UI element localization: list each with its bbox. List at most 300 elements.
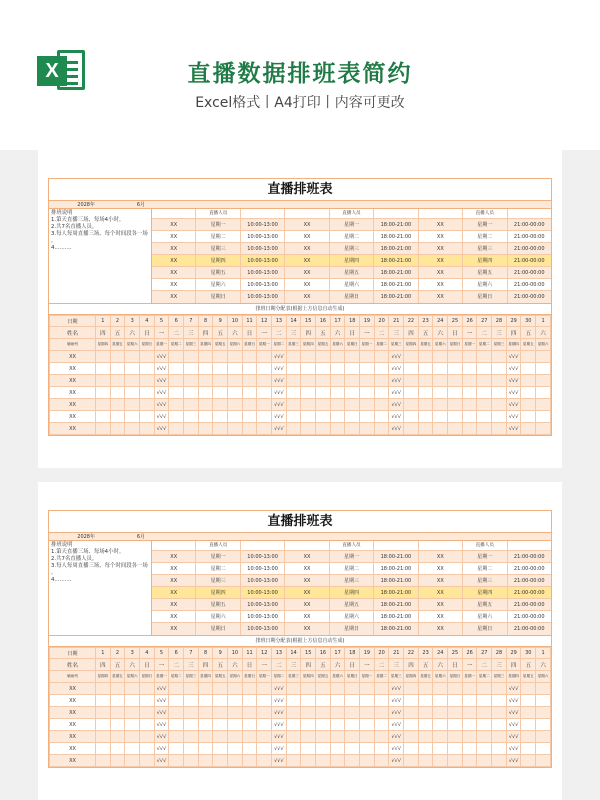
schedule-grid-cell[interactable] (125, 387, 140, 399)
schedule-grid-cell[interactable] (169, 387, 184, 399)
schedule-grid-cell[interactable] (257, 399, 272, 411)
schedule-grid-cell[interactable] (228, 719, 243, 731)
schedule-cell[interactable]: 10:00-13:00 (241, 611, 285, 622)
schedule-grid-cell[interactable]: √√√ (506, 683, 521, 695)
schedule-cell[interactable]: 星期五 (463, 599, 507, 610)
schedule-grid-cell[interactable] (286, 375, 301, 387)
schedule-grid-cell[interactable] (462, 387, 477, 399)
schedule-grid-cell[interactable] (184, 683, 199, 695)
schedule-grid-cell[interactable] (110, 719, 125, 731)
schedule-grid-cell[interactable]: √√√ (272, 375, 287, 387)
schedule-cell[interactable]: 18:00-21:00 (374, 563, 418, 574)
schedule-cell[interactable]: XX (419, 599, 463, 610)
schedule-cell[interactable]: 18:00-21:00 (374, 599, 418, 610)
schedule-grid-cell[interactable] (360, 423, 375, 435)
schedule-grid-cell[interactable] (448, 707, 463, 719)
schedule-grid-cell[interactable] (184, 375, 199, 387)
schedule-grid-cell[interactable] (404, 707, 419, 719)
schedule-cell[interactable]: XX (419, 587, 463, 598)
schedule-grid-cell[interactable] (96, 743, 111, 755)
schedule-cell[interactable]: 星期二 (330, 563, 374, 574)
schedule-grid-cell[interactable]: √√√ (389, 743, 404, 755)
employee-name[interactable]: XX (50, 707, 96, 719)
schedule-cell[interactable]: 10:00-13:00 (241, 551, 285, 562)
schedule-grid-cell[interactable] (125, 363, 140, 375)
schedule-grid-cell[interactable] (198, 399, 213, 411)
schedule-grid-cell[interactable]: √√√ (506, 411, 521, 423)
schedule-grid-cell[interactable] (316, 363, 331, 375)
schedule-grid-cell[interactable] (462, 423, 477, 435)
schedule-grid-cell[interactable] (301, 387, 316, 399)
schedule-grid-cell[interactable]: √√√ (154, 411, 169, 423)
schedule-grid-cell[interactable]: √√√ (506, 719, 521, 731)
schedule-grid-cell[interactable] (536, 755, 551, 767)
schedule-grid-cell[interactable] (418, 707, 433, 719)
schedule-grid-cell[interactable] (536, 399, 551, 411)
schedule-grid-cell[interactable] (433, 351, 448, 363)
schedule-grid-cell[interactable] (404, 399, 419, 411)
schedule-grid-cell[interactable] (404, 363, 419, 375)
schedule-grid-cell[interactable] (418, 683, 433, 695)
schedule-grid-cell[interactable] (345, 399, 360, 411)
schedule-grid-cell[interactable] (198, 683, 213, 695)
schedule-grid-cell[interactable] (433, 375, 448, 387)
schedule-grid-cell[interactable] (228, 731, 243, 743)
schedule-grid-cell[interactable] (140, 695, 155, 707)
month-cell[interactable]: 6月 (136, 202, 145, 208)
schedule-grid-cell[interactable] (110, 387, 125, 399)
schedule-grid-cell[interactable] (96, 399, 111, 411)
schedule-grid-cell[interactable] (492, 363, 507, 375)
schedule-grid-cell[interactable] (448, 387, 463, 399)
schedule-grid-cell[interactable] (213, 411, 228, 423)
schedule-cell[interactable]: 18:00-21:00 (374, 611, 418, 622)
schedule-grid-cell[interactable] (110, 695, 125, 707)
schedule-grid-cell[interactable] (257, 363, 272, 375)
schedule-grid-cell[interactable] (492, 423, 507, 435)
schedule-grid-cell[interactable] (125, 731, 140, 743)
schedule-grid-cell[interactable] (242, 423, 257, 435)
schedule-grid-cell[interactable] (345, 387, 360, 399)
schedule-grid-cell[interactable] (198, 707, 213, 719)
schedule-grid-cell[interactable] (169, 375, 184, 387)
schedule-grid-cell[interactable] (433, 743, 448, 755)
schedule-grid-cell[interactable] (242, 743, 257, 755)
schedule-cell[interactable]: 星期五 (330, 267, 374, 278)
schedule-grid-cell[interactable] (96, 351, 111, 363)
schedule-grid-cell[interactable] (301, 363, 316, 375)
schedule-grid-cell[interactable] (213, 375, 228, 387)
year-cell[interactable]: 2028年 (77, 202, 95, 208)
schedule-grid-cell[interactable] (360, 707, 375, 719)
schedule-grid-cell[interactable]: √√√ (154, 707, 169, 719)
employee-name[interactable]: XX (50, 683, 96, 695)
schedule-grid-cell[interactable] (418, 755, 433, 767)
schedule-cell[interactable]: XX (285, 279, 329, 290)
schedule-grid-cell[interactable] (140, 363, 155, 375)
schedule-grid-cell[interactable] (110, 363, 125, 375)
schedule-grid-cell[interactable] (418, 399, 433, 411)
schedule-cell[interactable]: 星期五 (196, 599, 240, 610)
schedule-cell[interactable]: 星期日 (463, 623, 507, 635)
schedule-grid-cell[interactable] (330, 719, 345, 731)
schedule-grid-cell[interactable] (433, 387, 448, 399)
schedule-grid-cell[interactable] (492, 351, 507, 363)
employee-name[interactable]: XX (50, 743, 96, 755)
schedule-cell[interactable]: 星期四 (463, 587, 507, 598)
schedule-grid-cell[interactable] (433, 423, 448, 435)
schedule-grid-cell[interactable] (198, 351, 213, 363)
schedule-grid-cell[interactable] (374, 707, 389, 719)
schedule-grid-cell[interactable] (140, 719, 155, 731)
schedule-grid-cell[interactable] (140, 387, 155, 399)
schedule-cell[interactable]: 星期二 (196, 231, 240, 242)
schedule-grid-cell[interactable]: √√√ (506, 707, 521, 719)
schedule-grid-cell[interactable] (242, 719, 257, 731)
schedule-cell[interactable]: XX (285, 599, 329, 610)
schedule-grid-cell[interactable] (257, 695, 272, 707)
schedule-grid-cell[interactable] (448, 719, 463, 731)
schedule-grid-cell[interactable]: √√√ (506, 731, 521, 743)
schedule-cell[interactable]: 10:00-13:00 (241, 587, 285, 598)
schedule-cell[interactable]: XX (285, 575, 329, 586)
schedule-grid-cell[interactable] (96, 707, 111, 719)
schedule-grid-cell[interactable]: √√√ (154, 719, 169, 731)
schedule-grid-cell[interactable]: √√√ (272, 731, 287, 743)
schedule-cell[interactable]: 星期一 (196, 219, 240, 230)
schedule-cell[interactable]: 星期六 (463, 279, 507, 290)
schedule-grid-cell[interactable]: √√√ (272, 695, 287, 707)
schedule-cell[interactable]: XX (285, 219, 329, 230)
schedule-grid-cell[interactable] (536, 423, 551, 435)
schedule-grid-cell[interactable] (198, 411, 213, 423)
schedule-grid-cell[interactable] (198, 743, 213, 755)
schedule-cell[interactable]: XX (419, 243, 463, 254)
schedule-grid-cell[interactable] (345, 351, 360, 363)
schedule-grid-cell[interactable] (96, 755, 111, 767)
schedule-grid-cell[interactable] (184, 707, 199, 719)
schedule-cell[interactable]: XX (152, 231, 196, 242)
schedule-grid-cell[interactable] (477, 731, 492, 743)
schedule-grid-cell[interactable]: √√√ (272, 387, 287, 399)
schedule-grid-cell[interactable] (418, 731, 433, 743)
employee-name[interactable]: XX (50, 351, 96, 363)
schedule-grid-cell[interactable] (125, 683, 140, 695)
schedule-cell[interactable]: 18:00-21:00 (374, 243, 418, 254)
schedule-grid-cell[interactable] (360, 363, 375, 375)
schedule-grid-cell[interactable] (110, 423, 125, 435)
schedule-grid-cell[interactable] (169, 399, 184, 411)
schedule-grid-cell[interactable] (125, 399, 140, 411)
schedule-grid-cell[interactable] (316, 743, 331, 755)
schedule-grid-cell[interactable] (125, 375, 140, 387)
schedule-grid-cell[interactable] (492, 387, 507, 399)
schedule-grid-cell[interactable] (536, 363, 551, 375)
schedule-grid-cell[interactable] (110, 755, 125, 767)
schedule-grid-cell[interactable] (184, 695, 199, 707)
schedule-grid-cell[interactable] (462, 411, 477, 423)
schedule-grid-cell[interactable] (125, 719, 140, 731)
schedule-cell[interactable]: 10:00-13:00 (241, 563, 285, 574)
schedule-cell[interactable]: 星期二 (196, 563, 240, 574)
schedule-grid-cell[interactable] (404, 387, 419, 399)
schedule-grid-cell[interactable] (140, 375, 155, 387)
schedule-grid-cell[interactable] (198, 731, 213, 743)
schedule-grid-cell[interactable] (345, 363, 360, 375)
schedule-cell[interactable]: 星期六 (330, 611, 374, 622)
schedule-grid-cell[interactable] (448, 695, 463, 707)
schedule-grid-cell[interactable] (184, 423, 199, 435)
schedule-grid-cell[interactable] (213, 363, 228, 375)
schedule-cell[interactable]: 星期一 (330, 219, 374, 230)
schedule-cell[interactable]: 18:00-21:00 (374, 575, 418, 586)
schedule-cell[interactable]: 星期一 (463, 219, 507, 230)
schedule-grid-cell[interactable] (228, 351, 243, 363)
schedule-grid-cell[interactable] (418, 363, 433, 375)
schedule-cell[interactable]: 星期六 (330, 279, 374, 290)
schedule-cell[interactable]: XX (419, 551, 463, 562)
schedule-grid-cell[interactable] (213, 755, 228, 767)
schedule-cell[interactable]: 21:00-00:00 (513, 222, 545, 228)
schedule-grid-cell[interactable] (228, 755, 243, 767)
schedule-grid-cell[interactable] (360, 351, 375, 363)
schedule-cell[interactable]: XX (419, 611, 463, 622)
schedule-grid-cell[interactable] (477, 351, 492, 363)
schedule-cell[interactable]: 18:00-21:00 (374, 255, 418, 266)
schedule-cell[interactable]: 10:00-13:00 (241, 599, 285, 610)
schedule-grid-cell[interactable] (316, 719, 331, 731)
schedule-grid-cell[interactable] (345, 743, 360, 755)
schedule-grid-cell[interactable] (433, 411, 448, 423)
schedule-grid-cell[interactable] (242, 695, 257, 707)
schedule-grid-cell[interactable] (316, 707, 331, 719)
schedule-grid-cell[interactable] (448, 399, 463, 411)
schedule-grid-cell[interactable] (462, 743, 477, 755)
schedule-grid-cell[interactable] (492, 707, 507, 719)
schedule-cell[interactable]: 星期二 (463, 563, 507, 574)
schedule-cell[interactable]: 10:00-13:00 (241, 243, 285, 254)
schedule-grid-cell[interactable] (228, 695, 243, 707)
schedule-grid-cell[interactable] (125, 351, 140, 363)
schedule-grid-cell[interactable]: √√√ (272, 707, 287, 719)
schedule-cell[interactable]: 星期三 (196, 575, 240, 586)
schedule-grid-cell[interactable]: √√√ (506, 387, 521, 399)
schedule-cell[interactable]: 21:00-00:00 (513, 590, 545, 596)
schedule-grid-cell[interactable] (184, 411, 199, 423)
schedule-grid-cell[interactable] (521, 707, 536, 719)
schedule-grid-cell[interactable] (330, 743, 345, 755)
schedule-cell[interactable]: 10:00-13:00 (241, 255, 285, 266)
schedule-grid-cell[interactable] (286, 683, 301, 695)
schedule-grid-cell[interactable] (374, 387, 389, 399)
schedule-grid-cell[interactable] (448, 731, 463, 743)
schedule-grid-cell[interactable] (125, 755, 140, 767)
schedule-cell[interactable]: XX (419, 219, 463, 230)
schedule-grid-cell[interactable] (301, 683, 316, 695)
schedule-grid-cell[interactable] (228, 743, 243, 755)
schedule-grid-cell[interactable] (462, 375, 477, 387)
schedule-grid-cell[interactable] (184, 743, 199, 755)
schedule-cell[interactable]: 星期六 (196, 279, 240, 290)
schedule-grid-cell[interactable] (110, 743, 125, 755)
schedule-grid-cell[interactable]: √√√ (389, 707, 404, 719)
schedule-grid-cell[interactable]: √√√ (389, 695, 404, 707)
schedule-grid-cell[interactable] (477, 375, 492, 387)
schedule-grid-cell[interactable] (286, 423, 301, 435)
schedule-cell[interactable]: 星期二 (330, 231, 374, 242)
schedule-grid-cell[interactable] (360, 731, 375, 743)
schedule-grid-cell[interactable] (404, 743, 419, 755)
schedule-grid-cell[interactable] (360, 695, 375, 707)
schedule-cell[interactable]: XX (285, 291, 329, 303)
schedule-grid-cell[interactable] (418, 387, 433, 399)
schedule-cell[interactable]: 21:00-00:00 (513, 246, 545, 252)
schedule-grid-cell[interactable] (301, 411, 316, 423)
schedule-grid-cell[interactable] (448, 755, 463, 767)
schedule-grid-cell[interactable] (477, 411, 492, 423)
schedule-grid-cell[interactable]: √√√ (272, 755, 287, 767)
schedule-grid-cell[interactable] (242, 399, 257, 411)
schedule-cell[interactable]: 星期四 (196, 255, 240, 266)
schedule-grid-cell[interactable] (257, 375, 272, 387)
schedule-cell[interactable]: 星期五 (330, 599, 374, 610)
schedule-grid-cell[interactable] (374, 351, 389, 363)
schedule-grid-cell[interactable]: √√√ (389, 755, 404, 767)
schedule-grid-cell[interactable] (228, 363, 243, 375)
schedule-cell[interactable]: XX (152, 575, 196, 586)
schedule-grid-cell[interactable]: √√√ (154, 363, 169, 375)
schedule-grid-cell[interactable] (374, 375, 389, 387)
schedule-grid-cell[interactable] (477, 399, 492, 411)
schedule-cell[interactable]: 18:00-21:00 (374, 267, 418, 278)
schedule-grid-cell[interactable] (433, 731, 448, 743)
schedule-grid-cell[interactable] (521, 399, 536, 411)
schedule-grid-cell[interactable]: √√√ (506, 399, 521, 411)
schedule-grid-cell[interactable]: √√√ (154, 399, 169, 411)
schedule-grid-cell[interactable] (228, 683, 243, 695)
employee-name[interactable]: XX (50, 755, 96, 767)
schedule-cell[interactable]: XX (152, 551, 196, 562)
schedule-grid-cell[interactable] (330, 423, 345, 435)
schedule-grid-cell[interactable] (301, 399, 316, 411)
schedule-grid-cell[interactable]: √√√ (506, 743, 521, 755)
schedule-grid-cell[interactable]: √√√ (506, 755, 521, 767)
schedule-grid-cell[interactable] (521, 411, 536, 423)
schedule-grid-cell[interactable] (316, 423, 331, 435)
month-cell[interactable]: 6月 (136, 534, 145, 540)
schedule-grid-cell[interactable] (536, 695, 551, 707)
schedule-cell[interactable]: 星期日 (330, 291, 374, 303)
schedule-grid-cell[interactable] (330, 375, 345, 387)
schedule-cell[interactable]: 星期四 (330, 255, 374, 266)
schedule-cell[interactable]: 18:00-21:00 (374, 219, 418, 230)
schedule-cell[interactable]: 18:00-21:00 (374, 623, 418, 635)
schedule-cell[interactable]: 星期三 (463, 243, 507, 254)
schedule-grid-cell[interactable] (110, 375, 125, 387)
schedule-grid-cell[interactable] (521, 351, 536, 363)
schedule-grid-cell[interactable] (169, 695, 184, 707)
schedule-grid-cell[interactable] (198, 387, 213, 399)
schedule-grid-cell[interactable] (330, 387, 345, 399)
schedule-grid-cell[interactable]: √√√ (272, 743, 287, 755)
schedule-grid-cell[interactable] (198, 695, 213, 707)
schedule-grid-cell[interactable] (96, 387, 111, 399)
schedule-cell[interactable]: 星期三 (463, 575, 507, 586)
schedule-grid-cell[interactable] (140, 707, 155, 719)
schedule-grid-cell[interactable] (492, 683, 507, 695)
schedule-grid-cell[interactable] (404, 423, 419, 435)
schedule-cell[interactable]: XX (419, 563, 463, 574)
schedule-grid-cell[interactable] (140, 351, 155, 363)
schedule-cell[interactable]: 星期六 (196, 611, 240, 622)
schedule-grid-cell[interactable] (521, 363, 536, 375)
schedule-grid-cell[interactable] (521, 719, 536, 731)
schedule-grid-cell[interactable] (374, 743, 389, 755)
schedule-grid-cell[interactable]: √√√ (272, 423, 287, 435)
schedule-cell[interactable]: 星期二 (463, 231, 507, 242)
schedule-grid-cell[interactable]: √√√ (154, 743, 169, 755)
schedule-cell[interactable]: 21:00-00:00 (513, 566, 545, 572)
schedule-grid-cell[interactable] (360, 399, 375, 411)
schedule-grid-cell[interactable] (521, 387, 536, 399)
schedule-cell[interactable]: 星期三 (330, 243, 374, 254)
schedule-grid-cell[interactable] (462, 351, 477, 363)
schedule-cell[interactable]: 星期六 (463, 611, 507, 622)
schedule-grid-cell[interactable] (169, 683, 184, 695)
schedule-grid-cell[interactable]: √√√ (272, 351, 287, 363)
schedule-grid-cell[interactable] (374, 719, 389, 731)
schedule-grid-cell[interactable]: √√√ (506, 363, 521, 375)
schedule-grid-cell[interactable] (286, 363, 301, 375)
schedule-grid-cell[interactable] (110, 731, 125, 743)
employee-name[interactable]: XX (50, 695, 96, 707)
schedule-grid-cell[interactable] (184, 387, 199, 399)
schedule-grid-cell[interactable] (301, 755, 316, 767)
schedule-grid-cell[interactable]: √√√ (506, 351, 521, 363)
schedule-grid-cell[interactable] (213, 707, 228, 719)
schedule-grid-cell[interactable] (492, 375, 507, 387)
schedule-grid-cell[interactable] (140, 423, 155, 435)
schedule-grid-cell[interactable] (257, 411, 272, 423)
schedule-grid-cell[interactable] (477, 755, 492, 767)
schedule-grid-cell[interactable]: √√√ (154, 683, 169, 695)
schedule-grid-cell[interactable] (96, 363, 111, 375)
employee-name[interactable]: XX (50, 399, 96, 411)
schedule-grid-cell[interactable] (521, 743, 536, 755)
schedule-cell[interactable]: XX (152, 611, 196, 622)
schedule-grid-cell[interactable] (360, 683, 375, 695)
schedule-grid-cell[interactable] (316, 683, 331, 695)
schedule-grid-cell[interactable] (330, 707, 345, 719)
schedule-grid-cell[interactable]: √√√ (154, 731, 169, 743)
schedule-grid-cell[interactable] (286, 387, 301, 399)
schedule-cell[interactable]: 星期四 (196, 587, 240, 598)
schedule-grid-cell[interactable] (536, 351, 551, 363)
schedule-cell[interactable]: 10:00-13:00 (241, 231, 285, 242)
schedule-grid-cell[interactable] (125, 411, 140, 423)
schedule-grid-cell[interactable]: √√√ (389, 411, 404, 423)
schedule-grid-cell[interactable] (477, 423, 492, 435)
schedule-cell[interactable]: 星期一 (196, 551, 240, 562)
schedule-grid-cell[interactable]: √√√ (389, 683, 404, 695)
schedule-grid-cell[interactable] (462, 363, 477, 375)
schedule-cell[interactable]: 星期日 (196, 623, 240, 635)
schedule-grid-cell[interactable] (492, 399, 507, 411)
schedule-grid-cell[interactable]: √√√ (154, 423, 169, 435)
schedule-cell[interactable]: XX (152, 587, 196, 598)
schedule-cell[interactable]: XX (419, 575, 463, 586)
schedule-cell[interactable]: 星期四 (463, 255, 507, 266)
